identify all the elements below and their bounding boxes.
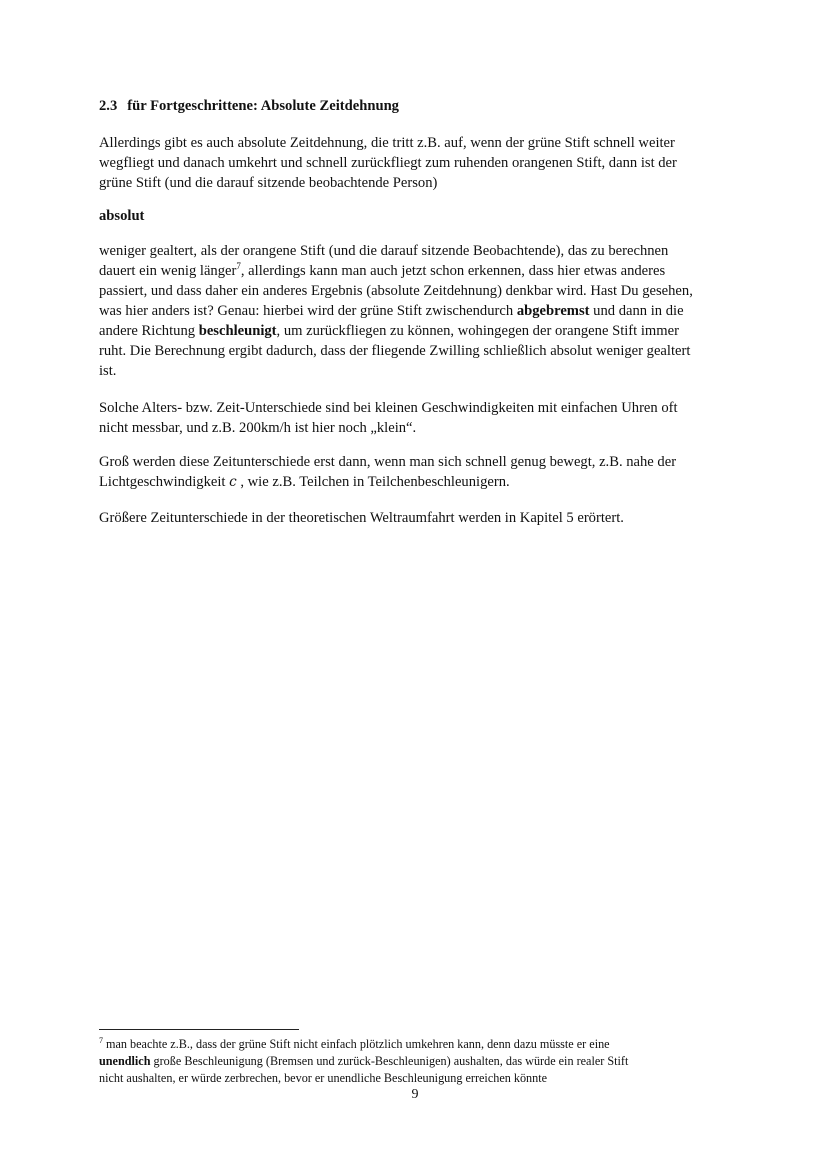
paragraph-light-speed	[99, 452, 739, 492]
text-line	[99, 301, 739, 321]
footnote-reference[interactable]: 7	[236, 261, 241, 272]
text-line: wegfliegt und danach umkehrt und schnell zurückfliegt zum ruhenden orangenen Stift, dann ist der	[99, 155, 677, 171]
bold-term-abgebremst: abgebremst	[516, 303, 590, 319]
paragraph-explanation	[99, 241, 739, 381]
bold-term-beschleunigt: beschleunigt	[198, 323, 277, 339]
text-line: Allerdings gibt es auch absolute Zeitdehnung, die tritt z.B. auf, wenn der grüne Stift schnell weiter	[99, 135, 675, 151]
light-speed-symbol: c	[229, 474, 237, 490]
text-line: grüne Stift (und die darauf sitzende beobachtende Person)	[99, 175, 438, 191]
text-line: Größere Zeitunterschiede in der theoretischen Weltraumfahrt werden in Kapitel 5 erörtert.	[99, 510, 624, 526]
text-line: ist.	[99, 363, 117, 379]
text-line	[99, 261, 739, 281]
text-line: Groß werden diese Zeitunterschiede erst dann, wenn man sich schnell genug bewegt, z.B. nahe der	[99, 454, 677, 470]
text-line: passiert, und dass daher ein anderes Ergebnis (absolute Zeitdehnung) denkbar wird. Hast Du gesehen,	[99, 283, 693, 299]
text-line: nicht aushalten, er würde zerbrechen, bevor er unendliche Beschleunigung erreichen könnte	[99, 1071, 548, 1085]
text-line: weniger gealtert, als der orangene Stift (und die darauf sitzende Beobachtende), das zu berechnen	[99, 243, 669, 259]
page-number: 9	[411, 1087, 419, 1102]
section-title: für Fortgeschrittene: Absolute Zeitdehnung	[127, 98, 399, 114]
text-fragment: , wie z.B. Teilchen in Teilchenbeschleunigern.	[236, 474, 510, 490]
text-fragment: dauert ein wenig länger	[99, 263, 237, 279]
paragraph-chapter-reference	[99, 508, 739, 528]
text-line	[99, 1053, 739, 1070]
paragraph-intro	[99, 133, 739, 193]
text-fragment: große Beschleunigung (Bremsen und zurück-Beschleunigen) aushalten, das würde ein realer Stift	[150, 1054, 629, 1068]
text-fragment: und dann in die	[589, 303, 684, 319]
text-line: Solche Alters- bzw. Zeit-Unterschiede sind bei kleinen Geschwindigkeiten mit einfachen Uhren oft	[99, 400, 678, 416]
section-number: 2.3	[99, 98, 118, 114]
text-fragment: was hier anders ist? Genau: hierbei wird der grüne Stift zwischendurch	[99, 303, 517, 319]
text-fragment: , um zurückfliegen zu können, wohingegen der orangene Stift immer	[276, 323, 679, 339]
text-fragment: Lichtgeschwindigkeit	[99, 474, 230, 490]
bold-term-unendlich: unendlich	[99, 1054, 151, 1068]
footnote-marker: 7	[99, 1035, 103, 1045]
text-fragment: man beachte z.B., dass der grüne Stift nicht einfach plötzlich umkehren kann, denn dazu müsste er eine	[106, 1037, 610, 1051]
section-heading	[99, 96, 739, 116]
paragraph-absolut: absolut	[99, 208, 145, 224]
text-line: ruht. Die Berechnung ergibt dadurch, dass der fliegende Zwilling schließlich absolut weniger gealtert	[99, 343, 691, 359]
text-fragment: andere Richtung	[99, 323, 199, 339]
text-line: nicht messbar, und z.B. 200km/h ist hier noch „klein“.	[99, 420, 417, 436]
text-line	[99, 472, 739, 492]
text-line	[99, 1036, 739, 1053]
footnote-divider	[99, 1029, 299, 1030]
footnote	[99, 1036, 739, 1087]
text-fragment: , allerdings kann man auch jetzt schon erkennen, dass hier etwas anderes	[240, 263, 666, 279]
text-line	[99, 321, 739, 341]
paragraph-differences	[99, 398, 739, 438]
